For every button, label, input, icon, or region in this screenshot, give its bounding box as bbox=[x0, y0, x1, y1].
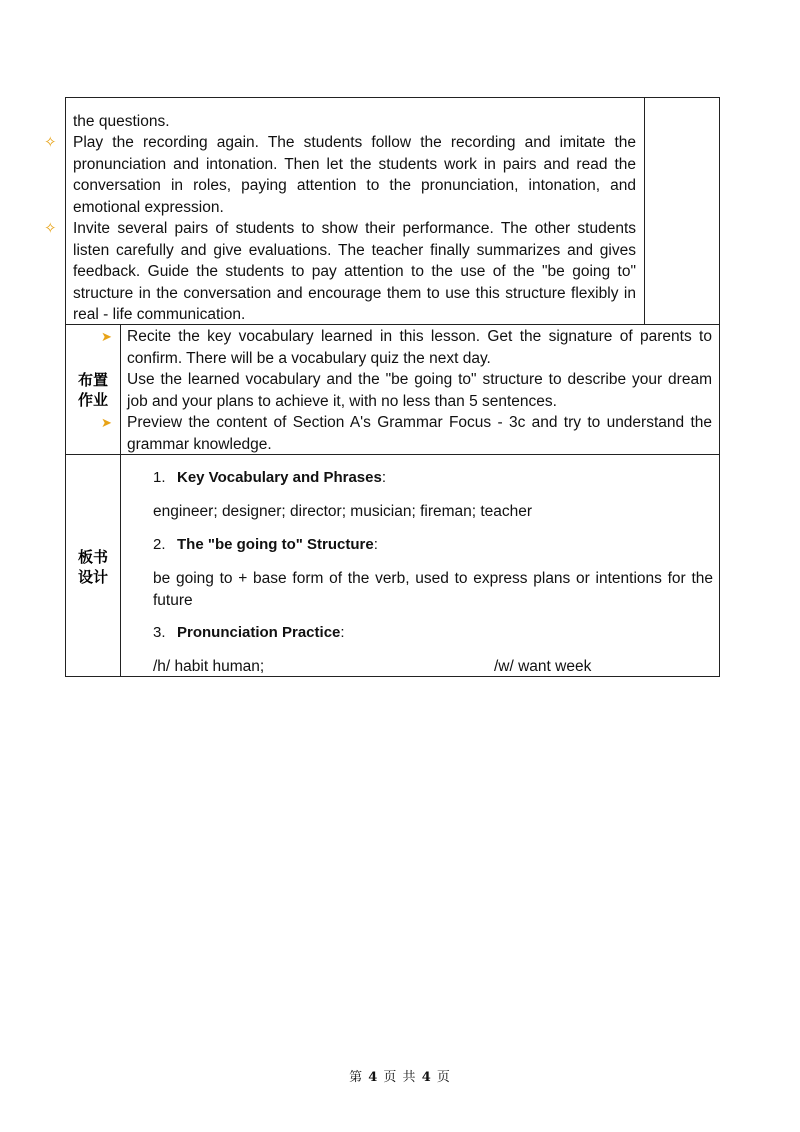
homework-item: Preview the content of Section A's Grammar Focus - 3c and try to understand the grammar knowledge. bbox=[127, 414, 712, 453]
procedure-continuation: the questions. bbox=[73, 113, 170, 130]
board-section-heading bbox=[153, 468, 386, 488]
footer-text: 第 bbox=[349, 1070, 364, 1085]
section-number: 2. bbox=[153, 536, 166, 553]
notes-cell bbox=[644, 97, 720, 325]
homework-item: Use the learned vocabulary and the "be going to" structure to describe your dream job and your plans to achieve it, with no less than 5 sentences. bbox=[127, 371, 712, 410]
board-section-heading bbox=[153, 623, 345, 643]
board-label bbox=[65, 547, 121, 587]
board-section-body: be going to + base form of the verb, used to express plans or intentions for the future bbox=[153, 570, 713, 609]
board-label-line: 板书 bbox=[77, 548, 108, 566]
current-page-number: 4 bbox=[368, 1070, 379, 1085]
total-page-number: 4 bbox=[421, 1070, 432, 1085]
homework-label-line: 作业 bbox=[77, 391, 108, 409]
section-title: Pronunciation Practice bbox=[177, 624, 341, 641]
pronunciation-w: /w/ want week bbox=[494, 658, 592, 675]
page-footer bbox=[0, 1066, 800, 1085]
section-suffix: : bbox=[373, 536, 378, 553]
section-title: Key Vocabulary and Phrases bbox=[177, 469, 382, 486]
footer-text: 页 bbox=[436, 1070, 451, 1085]
arrow-bullet-icon: ➤ bbox=[101, 329, 112, 344]
board-section-heading bbox=[153, 535, 378, 555]
homework-label bbox=[65, 370, 121, 410]
diamond-bullet-icon: ✧ bbox=[44, 220, 57, 237]
homework-label-line: 布置 bbox=[77, 371, 108, 389]
section-suffix: : bbox=[340, 624, 345, 641]
section-title: The "be going to" Structure bbox=[177, 536, 374, 553]
board-section-body: engineer; designer; director; musician; fireman; teacher bbox=[153, 503, 533, 520]
arrow-bullet-icon: ➤ bbox=[101, 415, 112, 430]
footer-text: 页 共 bbox=[383, 1070, 417, 1085]
pronunciation-h: /h/ habit human; bbox=[153, 658, 265, 675]
section-number: 1. bbox=[153, 469, 166, 486]
procedure-step-text: Invite several pairs of students to show their performance. The other students listen carefully and give evaluations. The teacher finally summarizes and gives feedback. Guide the students to pay attention to the use of the "be going to" structure in the conversation and encourage them to use this structure flexibly in real - life communication. bbox=[73, 220, 636, 323]
procedure-step-text: Play the recording again. The students follow the recording and imitate the pronunciation and intonation. Then let the students work in pairs and read the conversation in roles, paying attention to the pronunciation, intonation, and emotional expression. bbox=[73, 134, 636, 216]
diamond-bullet-icon: ✧ bbox=[44, 134, 57, 151]
board-label-line: 设计 bbox=[77, 568, 108, 586]
section-suffix: : bbox=[381, 469, 386, 486]
section-number: 3. bbox=[153, 624, 166, 641]
homework-item: Recite the key vocabulary learned in this lesson. Get the signature of parents to confirm. There will be a vocabulary quiz the next day. bbox=[127, 328, 712, 367]
